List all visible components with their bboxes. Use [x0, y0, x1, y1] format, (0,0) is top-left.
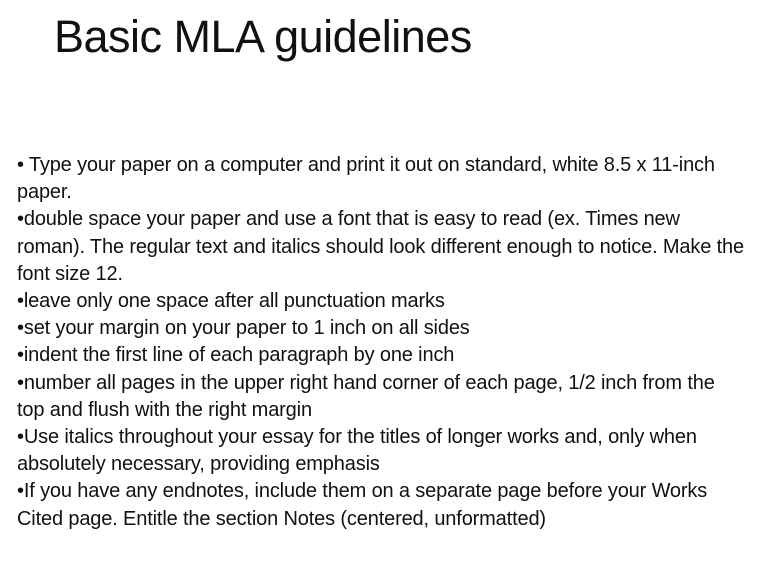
guideline-item: •Use italics throughout your essay for the titles of longer works and, only when absolutely necessary, providing emphasis	[17, 426, 697, 476]
guideline-item: •number all pages in the upper right hand corner of each page, 1/2 inch from the top and flush with the right margin	[17, 371, 715, 421]
guideline-item: • Type your paper on a computer and print it out on standard, white 8.5 x 11-inch paper.	[17, 154, 715, 204]
guideline-item: •If you have any endnotes, include them on a separate page before your Works Cited page. Entitle the section Notes (centered, unformatted)	[17, 480, 708, 530]
guideline-item: •set your margin on your paper to 1 inch on all sides	[17, 317, 470, 340]
guideline-item: •leave only one space after all punctuation marks	[17, 290, 445, 313]
guideline-item: •indent the first line of each paragraph by one inch	[17, 344, 455, 367]
slide-title: Basic MLA guidelines	[54, 11, 472, 62]
guideline-item: •double space your paper and use a font that is easy to read (ex. Times new roman). The regular text and italics should look different enough to notice. Make the font size 12.	[17, 208, 744, 285]
guideline-list	[17, 152, 747, 533]
